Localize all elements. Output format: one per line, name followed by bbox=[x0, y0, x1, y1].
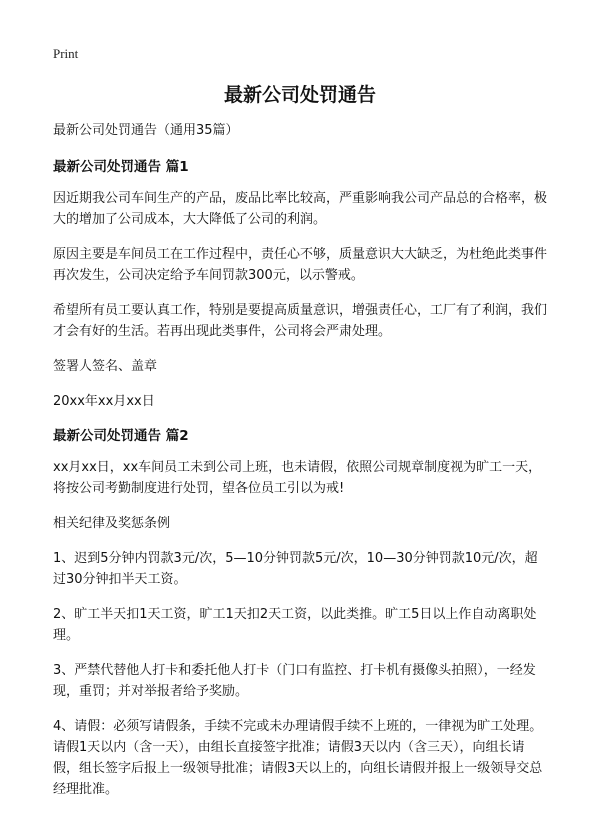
print-link[interactable]: Print bbox=[53, 46, 79, 61]
section-heading-1: 最新公司处罚通告 篇1 bbox=[53, 159, 189, 175]
rule-item: 2、旷工半天扣1天工资，旷工1天扣2天工资，以此类推。旷工5日以上作自动离职处理。 bbox=[53, 607, 537, 643]
paragraph: 希望所有员工要认真工作，特别是要提高质量意识，增强责任心，工厂有了利润，我们才会有好的生活。若再出现此类事件，公司将会严肃处理。 bbox=[53, 303, 548, 339]
rule-item: 4、请假：必须写请假条，手续不完或未办理请假手续不上班的，一律视为旷工处理。请假1天以内（含一天），由组长直接签字批准；请假3天以内（含三天），向组长请假，组长签字后报上一级领导批准；请假3天以上的，向组长请假并报上一级领导交总经理批准。 bbox=[53, 719, 543, 797]
signature-line: 签署人签名、盖章 bbox=[53, 359, 158, 374]
page-title: 最新公司处罚通告 bbox=[223, 84, 376, 106]
paragraph: 相关纪律及奖惩条例 bbox=[53, 516, 171, 531]
document-body bbox=[53, 120, 549, 814]
paragraph: 因近期我公司车间生产的产品，废品比率比较高，严重影响我公司产品总的合格率，极大的增加了公司成本，大大降低了公司的利润。 bbox=[53, 191, 548, 227]
document-subtitle: 最新公司处罚通告（通用35篇） bbox=[53, 123, 239, 138]
rule-item: 1、迟到5分钟内罚款3元/次，5—10分钟罚款5元/次，10—30分钟罚款10元/次，超过30分钟扣半天工资。 bbox=[53, 551, 538, 587]
section-heading-2: 最新公司处罚通告 篇2 bbox=[53, 428, 189, 444]
paragraph: xx月xx日，xx车间员工未到公司上班，也未请假，依照公司规章制度视为旷工一天，将按公司考勤制度进行处罚，望各位员工引以为戒! bbox=[53, 460, 542, 496]
paragraph: 原因主要是车间员工在工作过程中，责任心不够，质量意识大大缺乏，为杜绝此类事件再次发生，公司决定给予车间罚款300元，以示警戒。 bbox=[53, 247, 548, 283]
rule-item: 3、严禁代替他人打卡和委托他人打卡（门口有监控、打卡机有摄像头拍照），一经发现，重罚；并对举报者给予奖励。 bbox=[53, 663, 536, 699]
date-line: 20xx年xx月xx日 bbox=[53, 394, 155, 409]
